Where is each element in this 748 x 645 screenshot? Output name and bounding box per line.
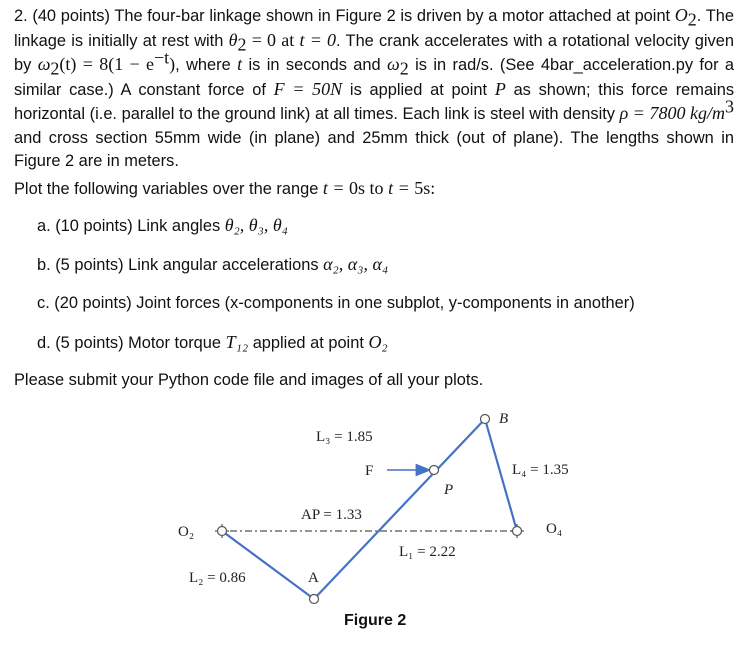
label-o2: O₂ <box>178 524 195 540</box>
label-l3: L₃ = 1.85 <box>316 429 373 445</box>
submit-instructions: Please submit your Python code file and images of all your plots. <box>14 371 484 389</box>
ground-pivot-o4-icon <box>510 524 524 538</box>
item-b: b. (5 points) Link angular accelerations α₂, α₃, α₄ <box>37 254 389 274</box>
item-a: a. (10 points) Link angles θ₂, θ₃, θ₄ <box>37 215 289 235</box>
label-b: B <box>499 411 509 427</box>
problem-statement: 2. (40 points) The four-bar linkage shown in Figure 2 is driven by a motor attached at point $O_2$. The linkage is initially at rest with $\theta_2 = 0$ at t = 0. The crank accelerates with a rotational velocity given by $\omega_2(t) = 8(1 - e^{-t})$, where t is in seconds and $\omega_2$ is in rad/s. (See 4bar_acceleration.py for a similar case.) A constant force of F = 50N is applied at point P as shown; this force remains horizontal (i.e. parallel to the ground link) at all times. Each link is steel with density ρ = 7800 $kg/m^3$ and cross section 55mm wide (in plane) and 25mm thick (out of plane). The lengths shown in Figure 2 are in meters. <box>14 5 735 170</box>
label-ap: AP = 1.33 <box>301 507 362 523</box>
item-c: c. (20 points) Joint forces (x-components in one subplot, y-components in another) <box>37 294 635 312</box>
joint-a-icon <box>310 595 319 604</box>
label-l2: L₂ = 0.86 <box>189 570 246 586</box>
plot-instructions: Plot the following variables over the range t = 0s to t = 5s: <box>14 178 436 198</box>
joint-b-icon <box>481 415 490 424</box>
label-l1: L₁ = 2.22 <box>399 544 456 560</box>
label-f: F <box>365 463 374 479</box>
label-o4: O₄ <box>546 521 563 537</box>
label-l4: L₄ = 1.35 <box>512 462 569 478</box>
label-a: A <box>308 570 319 586</box>
label-p: P <box>444 482 454 498</box>
point-p-icon <box>430 466 439 475</box>
link-2 <box>222 531 314 599</box>
item-d: d. (5 points) Motor torque T₁₂ applied at point O₂ <box>37 332 388 352</box>
figure-caption: Figure 2 <box>344 612 407 629</box>
